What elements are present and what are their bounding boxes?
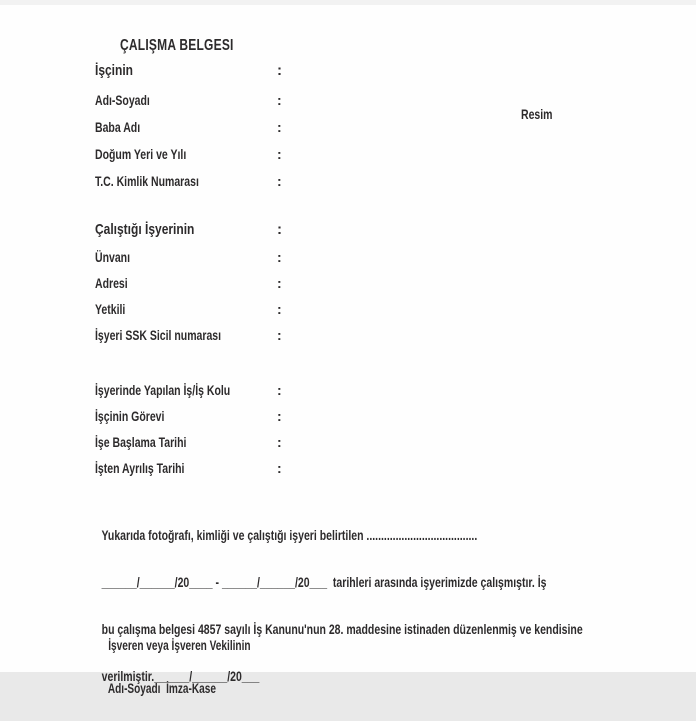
field-colon: : [277, 460, 282, 476]
signature-block [97, 613, 399, 721]
section-header-label: Çalıştığı İşyerinin [95, 221, 195, 238]
field-colon: : [277, 408, 282, 424]
signature-line-2: Adı-Soyadı İmza-Kase [107, 679, 216, 696]
statement-line-1: Yukarıda fotoğrafı, kimliği ve çalıştığı işyeri belirtilen ...................................... [101, 526, 478, 543]
field-colon: : [277, 275, 282, 291]
page-title [120, 37, 271, 55]
field-label: Baba Adı [95, 119, 141, 135]
field-label: İşçinin Görevi [95, 408, 165, 424]
statement-line-2: ______/______/20____ - ______/______/20___ tarihleri arasında işyerimizde çalışmıştır. İş [101, 573, 547, 590]
statement-line-4: verilmiştir.______/______/20___ [101, 667, 260, 684]
page-title-text: ÇALIŞMA BELGESI [120, 37, 234, 54]
field-colon: : [277, 301, 282, 317]
field-colon: : [277, 382, 282, 398]
field-label: Adı-Soyadı [95, 92, 150, 108]
scan-edge-strip [0, 0, 696, 5]
field-colon: : [277, 146, 282, 162]
field-label: Doğum Yeri ve Yılı [95, 146, 187, 162]
field-colon: : [277, 434, 282, 450]
field-label: İşyeri SSK Sicil numarası [95, 327, 222, 343]
field-colon: : [277, 119, 282, 135]
photo-placeholder-label: Resim [521, 106, 553, 122]
field-colon: : [277, 173, 282, 189]
photo-placeholder [521, 106, 563, 122]
field-colon: : [277, 221, 282, 238]
field-label: İşten Ayrılış Tarihi [95, 460, 185, 476]
field-colon: : [277, 92, 282, 108]
field-label: Ünvanı [95, 249, 131, 265]
statement-line-3: bu çalışma belgesi 4857 sayılı İş Kanunu'nun 28. maddesine istinaden düzenlenmiş ve kendisine [101, 620, 583, 637]
field-label: T.C. Kimlik Numarası [95, 173, 199, 189]
signature-line-1: İşveren veya İşveren Vekilinin [108, 636, 251, 653]
field-label: Yetkili [95, 301, 126, 317]
field-label: İşe Başlama Tarihi [95, 434, 187, 450]
field-colon: : [277, 62, 282, 79]
field-colon: : [277, 249, 282, 265]
field-label: Adresi [95, 275, 128, 291]
field-label: İşyerinde Yapılan İş/İş Kolu [95, 382, 231, 398]
field-colon: : [277, 327, 282, 343]
section-header-label: İşçinin [95, 62, 134, 79]
